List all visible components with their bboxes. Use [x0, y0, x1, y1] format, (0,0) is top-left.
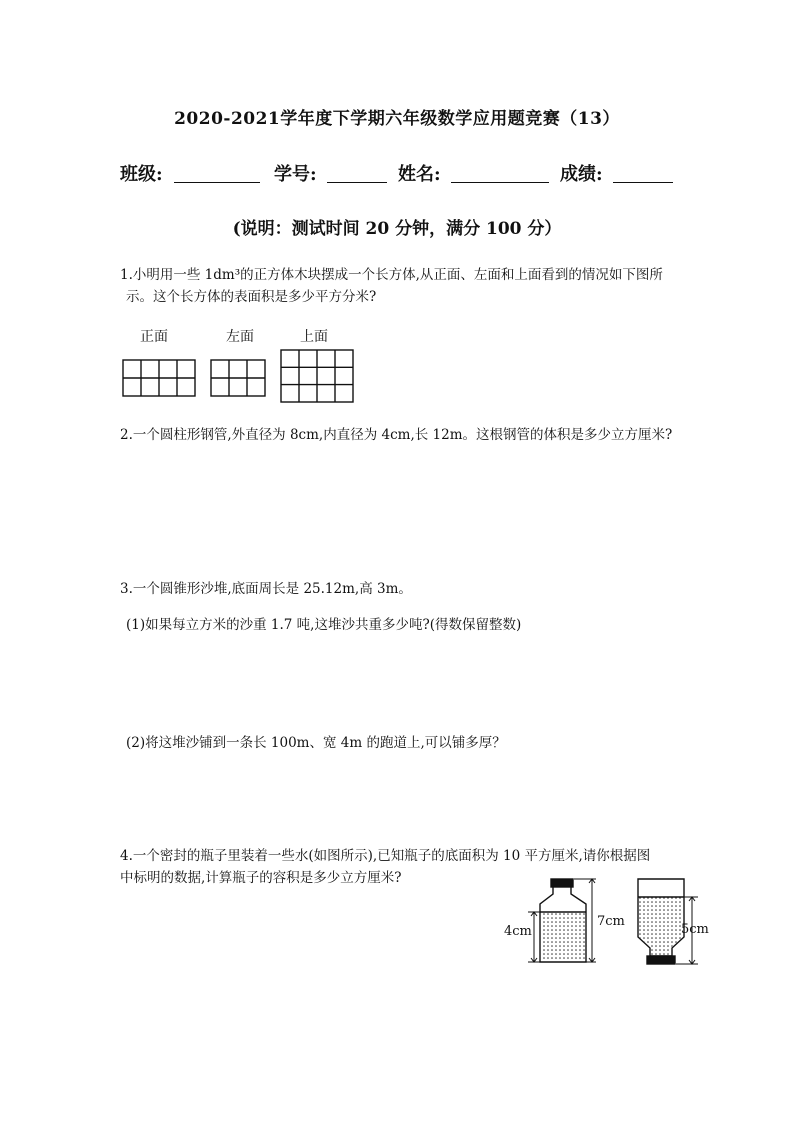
page-title: 2020-2021学年度下学期六年级数学应用题竞赛（13） [174, 109, 620, 129]
dim-label-5cm: 5cm [681, 922, 709, 937]
dim-label-4cm: 4cm [504, 924, 532, 939]
left-view-grid [211, 360, 265, 396]
class-label: 班级: [120, 164, 163, 185]
student-id-field[interactable] [327, 182, 387, 183]
view-top-label: 上面 [300, 329, 328, 345]
inverted-bottle [638, 879, 684, 964]
question-3: 3.一个圆锥形沙堆,底面周长是 25.12m,高 3m。 [120, 581, 412, 597]
name-field[interactable] [451, 182, 549, 183]
view-left-label: 左面 [226, 329, 254, 345]
view-front-label: 正面 [140, 329, 168, 345]
question-4-line-2: 中标明的数据,计算瓶子的容积是多少立方厘米? [120, 870, 402, 886]
score-field[interactable] [613, 182, 673, 183]
question-3-part-1: (1)如果每立方米的沙重 1.7 吨,这堆沙共重多少吨?(得数保留整数) [126, 617, 522, 633]
question-3-part-2: (2)将这堆沙铺到一条长 100m、宽 4m 的跑道上,可以铺多厚？ [126, 735, 506, 751]
name-label: 姓名: [398, 164, 441, 185]
three-view-grids [120, 324, 360, 404]
front-view-grid [123, 360, 195, 396]
class-field[interactable] [174, 182, 260, 183]
question-2: 2.一个圆柱形钢管,外直径为 8cm,内直径为 4cm,长 12m。这根钢管的体积是多少立方厘米? [120, 427, 673, 443]
question-1-line-2: 示。这个长方体的表面积是多少平方分米? [126, 289, 377, 305]
dim-label-7cm: 7cm [597, 914, 625, 929]
question-1-line-1: 1.小明用一些 1dm³的正方体木块摆成一个长方体,从正面、左面和上面看到的情况如下图所 [120, 267, 663, 283]
test-instructions: (说明：测试时间 20 分钟，满分 100 分） [232, 219, 562, 239]
student-info-row [120, 160, 680, 190]
student-id-label: 学号: [274, 164, 317, 185]
question-1 [120, 264, 700, 308]
question-4-line-1: 4.一个密封的瓶子里装着一些水(如图所示),已知瓶子的底面积为 10 平方厘米,请你根据图 [120, 848, 651, 864]
bottle-figure [498, 872, 720, 972]
three-view-figure [120, 324, 360, 404]
upright-bottle [540, 879, 586, 962]
top-view-grid [281, 350, 353, 402]
score-label: 成绩: [560, 164, 603, 185]
